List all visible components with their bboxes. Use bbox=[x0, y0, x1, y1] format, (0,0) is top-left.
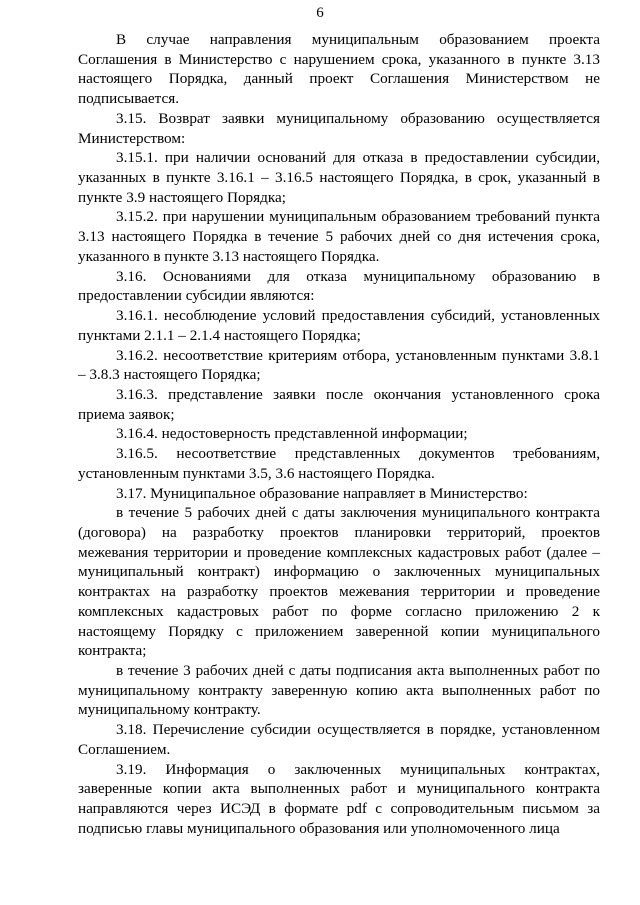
paragraph-intro: В случае направления муниципальным образованием проекта Соглашения в Министерство с нарушением срока, указанного в пункте 3.13 настоящего Порядка, данный проект Соглашения Министерством не подписывается. bbox=[78, 31, 600, 108]
paragraph-3-16-5: 3.16.5. несоответствие представленных документов требованиям, установленным пунктами 3.5, 3.6 настоящего Порядка. bbox=[78, 445, 600, 482]
paragraph-3-16-2: 3.16.2. несоответствие критериям отбора, установленным пунктами 3.8.1 – 3.8.3 настоящего Порядка; bbox=[78, 346, 600, 384]
paragraph-3-18: 3.18. Перечисление субсидии осуществляется в порядке, установленном Соглашением. bbox=[78, 721, 600, 758]
paragraph-3-17-item-1: в течение 5 рабочих дней с даты заключения муниципального контракта (договора) на разработку проектов планировки территорий, проектов межевания территории и проведение комплексных кадастровых работ (далее – муниципальный контракт) информацию о заключенных муниципальных контрактах на разработку проектов межевания территории и проведение комплексных кадастровых работ по форме согласно приложению 2 к настоящему Порядку с приложением заверенной копии муниципального контракта; bbox=[78, 504, 600, 660]
paragraph-3-15-1: 3.15.1. при наличии оснований для отказа в предоставлении субсидии, указанных в пункте 3.16.1 – 3.16.5 настоящего Порядка, в срок, указанный в пункте 3.9 настоящего Порядка; bbox=[78, 149, 600, 206]
paragraph-3-16-3: 3.16.3. представление заявки после окончания установленного срока приема заявок; bbox=[78, 385, 600, 423]
paragraph-3-17-item-2: в течение 3 рабочих дней с даты подписания акта выполненных работ по муниципальному контракту заверенную копию акта выполненных работ по муниципальному контракту. bbox=[78, 662, 600, 719]
paragraph-3-15: 3.15. Возврат заявки муниципальному образованию осуществляется Министерством: bbox=[78, 109, 600, 147]
paragraph-3-17: 3.17. Муниципальное образование направляет в Министерство: bbox=[116, 484, 528, 502]
paragraph-3-16-1: 3.16.1. несоблюдение условий предоставления субсидий, установленных пунктами 2.1.1 – 2.1.4 настоящего Порядка; bbox=[78, 307, 600, 344]
paragraph-3-15-2: 3.15.2. при нарушении муниципальным образованием требований пункта 3.13 настоящего Порядка в течение 5 рабочих дней со дня истечения срока, указанного в пункте 3.13 настоящего Порядка. bbox=[78, 208, 600, 265]
paragraph-3-16-4: 3.16.4. недостоверность представленной информации; bbox=[116, 425, 468, 443]
document-body bbox=[78, 30, 600, 838]
page-number: 6 bbox=[316, 5, 324, 21]
paragraph-3-16: 3.16. Основаниями для отказа муниципальному образованию в предоставлении субсидии являются: bbox=[78, 267, 600, 305]
paragraph-3-19: 3.19. Информация о заключенных муниципальных контрактах, заверенные копии акта выполненных работ и муниципального контракта направляются через ИСЭД в формате pdf с сопроводительным письмом за подписью главы муниципального образования или уполномоченного лица bbox=[78, 760, 600, 837]
